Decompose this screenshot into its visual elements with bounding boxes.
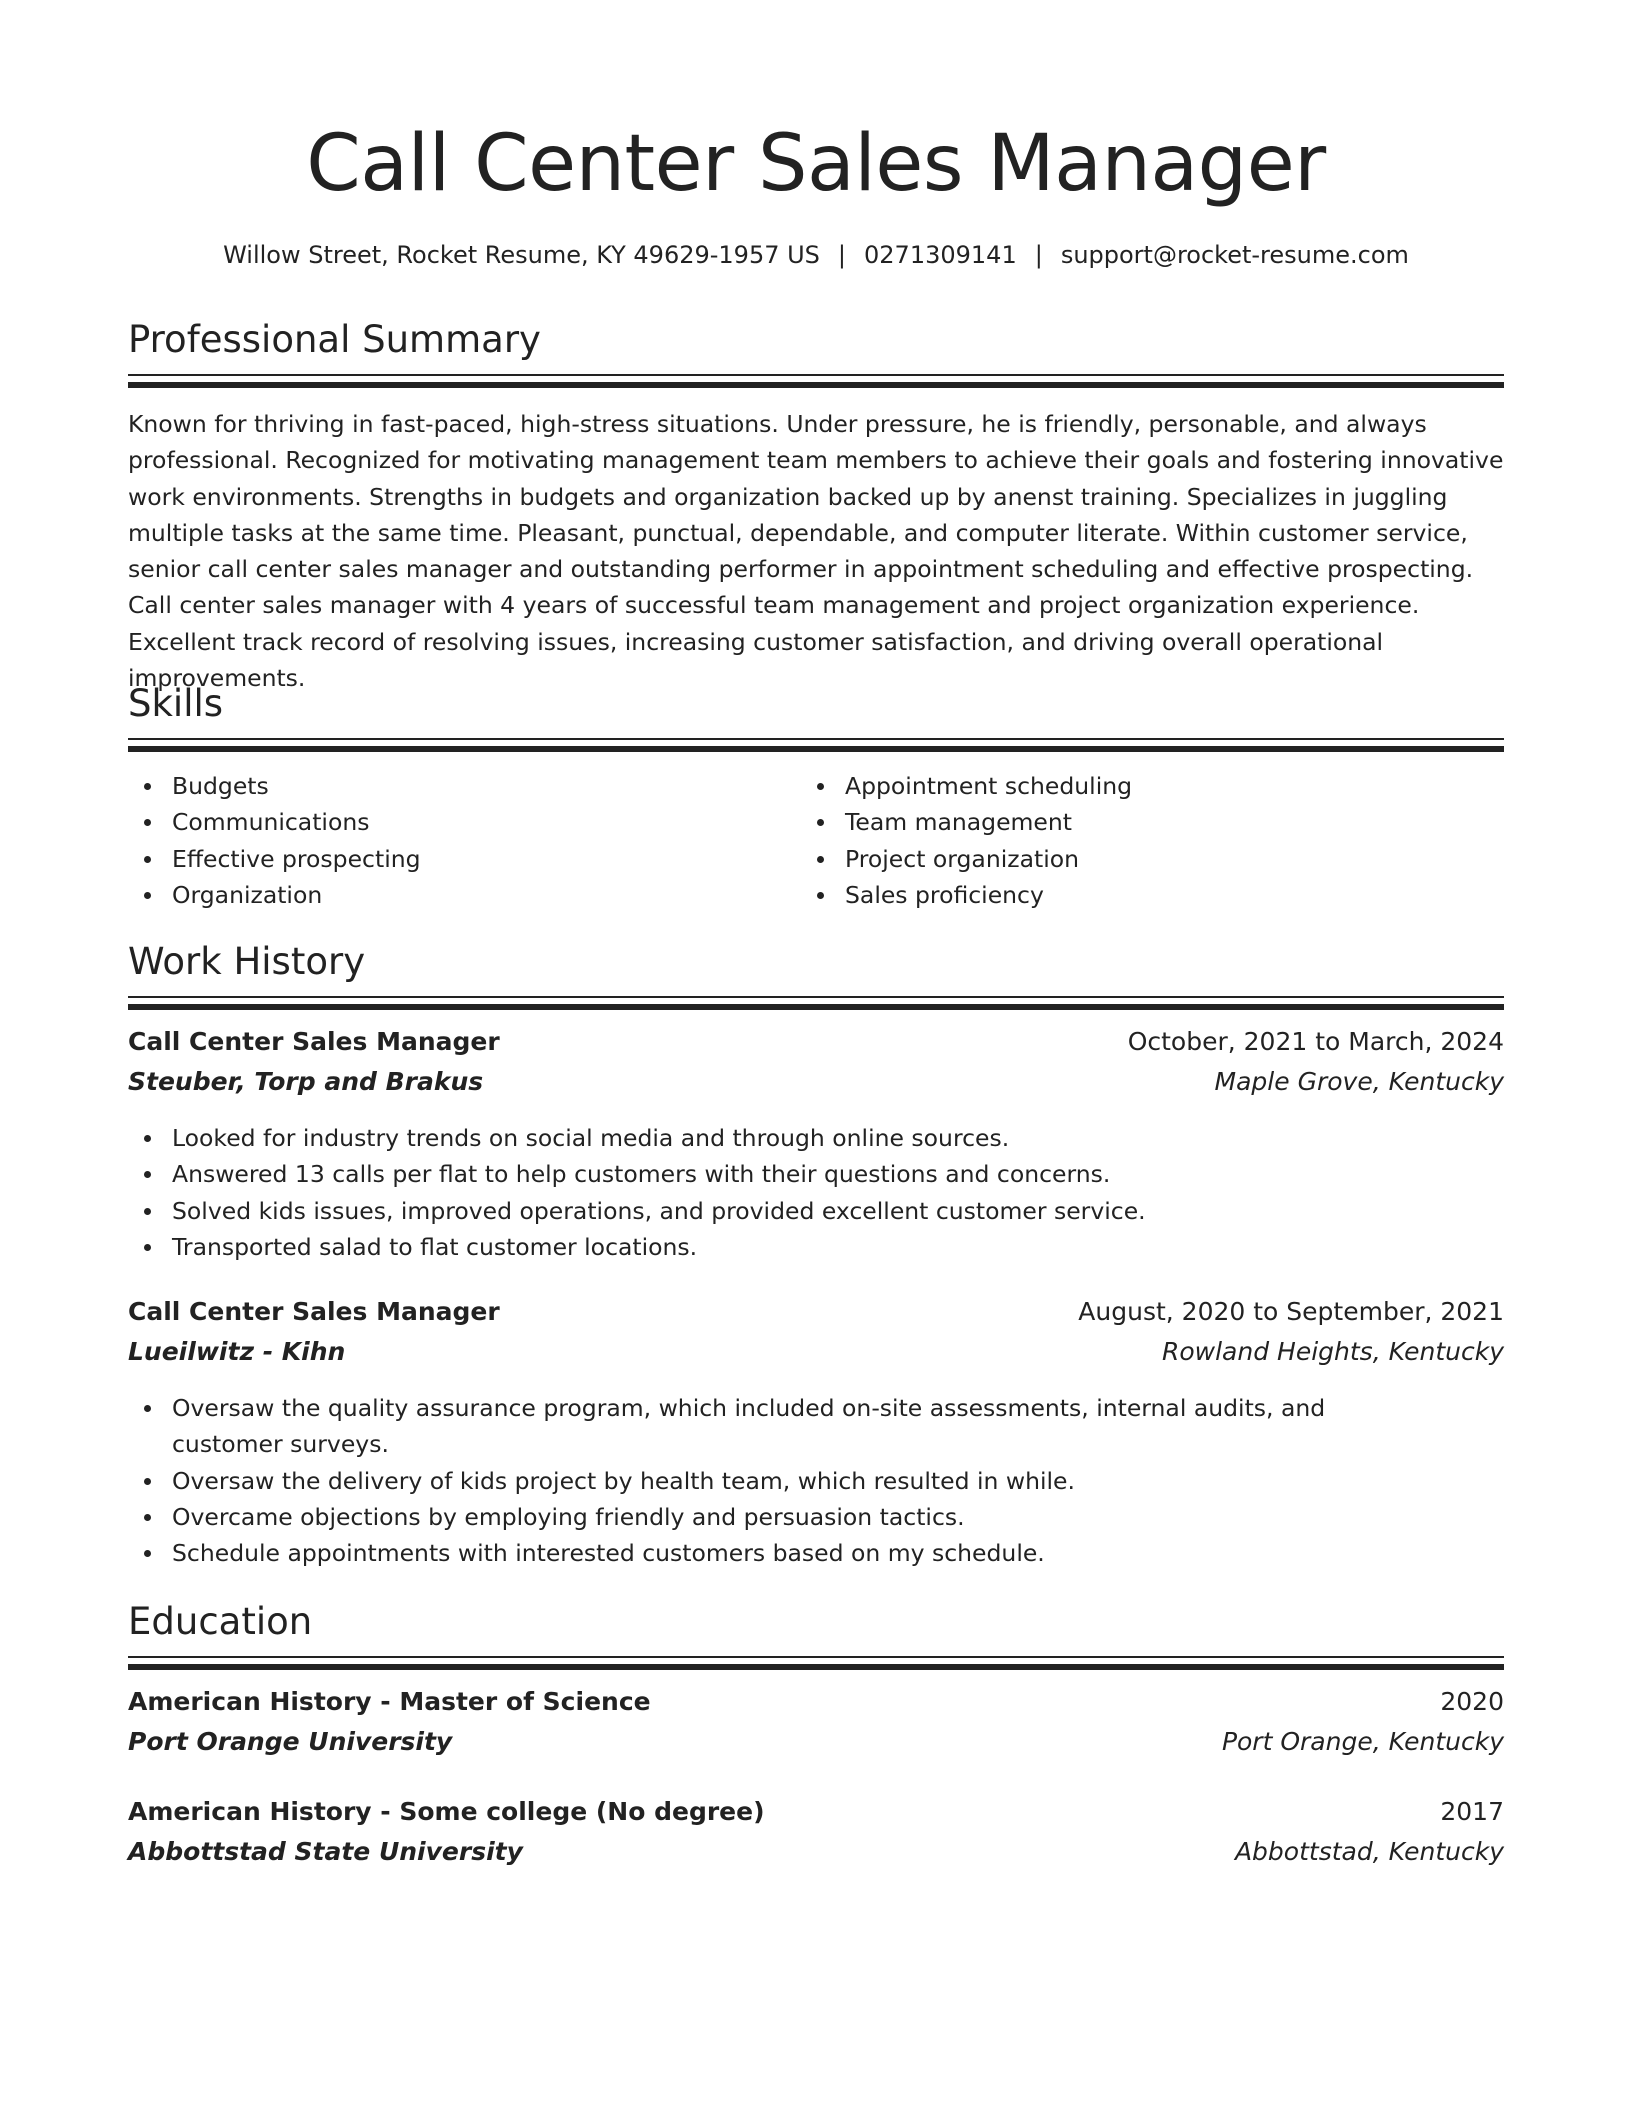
skill-item: Sales proficiency (801, 877, 1501, 913)
skill-item: Organization (128, 877, 798, 913)
section-divider (128, 996, 1504, 1010)
section-divider (128, 738, 1504, 752)
candidate-name: Call Center Sales Manager (306, 119, 1326, 209)
job-subheader (128, 1337, 1504, 1373)
bullet-icon (817, 892, 824, 899)
job-title: Call Center Sales Manager (128, 1027, 500, 1056)
section-title-work: Work History (128, 940, 366, 983)
bullet-icon (144, 1405, 151, 1412)
bullet-icon (144, 1208, 151, 1215)
education-year: 2017 (1440, 1797, 1504, 1826)
education-degree: American History - Some college (No degree) (128, 1797, 765, 1826)
skill-item: Effective prospecting (128, 841, 798, 877)
skill-item: Team management (801, 804, 1501, 840)
contact-separator: | (837, 241, 847, 269)
education-subheader (128, 1727, 1504, 1763)
bullet-icon (817, 856, 824, 863)
job-header (128, 1027, 1504, 1063)
job-location: Rowland Heights, Kentucky (1162, 1337, 1504, 1366)
bullet-icon (144, 892, 151, 899)
job-bullet: Solved kids issues, improved operations, and provided excellent customer service. (128, 1193, 1504, 1229)
education-school: Abbottstad State University (128, 1837, 523, 1866)
bullet-icon (144, 819, 151, 826)
job-bullet: Schedule appointments with interested customers based on my schedule. (128, 1535, 1504, 1571)
job-header (128, 1297, 1504, 1333)
section-divider (128, 374, 1504, 388)
job-bullet: Overcame objections by employing friendly and persuasion tactics. (128, 1499, 1504, 1535)
job-bullet: Transported salad to flat customer locations. (128, 1229, 1504, 1265)
bullet-icon (144, 1244, 151, 1251)
education-year: 2020 (1440, 1687, 1504, 1716)
job-subheader (128, 1067, 1504, 1103)
bullet-icon (817, 783, 824, 790)
job-bullet: Oversaw the quality assurance program, which included on-site assessments, internal audits, and customer surveys. (128, 1390, 1504, 1463)
job-bullet: Looked for industry trends on social media and through online sources. (128, 1120, 1504, 1156)
job-dates: August, 2020 to September, 2021 (1078, 1297, 1504, 1326)
bullet-icon (144, 1135, 151, 1142)
job-bullets (128, 1120, 1504, 1265)
job-title: Call Center Sales Manager (128, 1297, 500, 1326)
contact-address: Willow Street, Rocket Resume, KY 49629-1957 US (223, 241, 820, 269)
education-header (128, 1797, 1504, 1833)
skills-list-left (128, 768, 798, 913)
education-degree: American History - Master of Science (128, 1687, 651, 1716)
skill-item: Communications (128, 804, 798, 840)
section-divider (128, 1656, 1504, 1670)
bullet-icon (144, 1171, 151, 1178)
contact-phone: 0271309141 (864, 241, 1017, 269)
education-school: Port Orange University (128, 1727, 453, 1756)
section-title-skills: Skills (128, 682, 224, 725)
skill-item: Project organization (801, 841, 1501, 877)
bullet-icon (817, 819, 824, 826)
section-title-summary: Professional Summary (128, 318, 541, 361)
job-bullets (128, 1390, 1504, 1571)
education-header (128, 1687, 1504, 1723)
contact-line (128, 240, 1504, 271)
job-dates: October, 2021 to March, 2024 (1127, 1027, 1504, 1056)
bullet-icon (144, 856, 151, 863)
bullet-icon (144, 1478, 151, 1485)
job-company: Lueilwitz - Kihn (128, 1337, 346, 1366)
bullet-icon (144, 783, 151, 790)
education-location: Abbottstad, Kentucky (1234, 1837, 1504, 1866)
section-title-education: Education (128, 1600, 313, 1643)
education-location: Port Orange, Kentucky (1221, 1727, 1504, 1756)
summary-text: Known for thriving in fast-paced, high-stress situations. Under pressure, he is friendly, personable, and always professional. Recognized for motivating management team members to achieve their goals and fostering innovative work environments. Strengths in budgets and organization backed up by anenst training. Specializes in juggling multiple tasks at the same time. Pleasant, punctual, dependable, and computer literate. Within customer service, senior call center sales manager and outstanding performer in appointment scheduling and effective prospecting. Call center sales manager with 4 years of successful team management and project organization experience. Excellent track record of resolving issues, increasing customer satisfaction, and driving overall operational improvements. (128, 410, 1504, 693)
skill-item: Appointment scheduling (801, 768, 1501, 804)
job-bullet: Answered 13 calls per flat to help customers with their questions and concerns. (128, 1156, 1504, 1192)
bullet-icon (144, 1514, 151, 1521)
skill-item: Budgets (128, 768, 798, 804)
job-company: Steuber, Torp and Brakus (128, 1067, 484, 1096)
skills-list-right (801, 768, 1501, 913)
job-location: Maple Grove, Kentucky (1214, 1067, 1504, 1096)
job-bullet: Oversaw the delivery of kids project by health team, which resulted in while. (128, 1463, 1504, 1499)
contact-separator: | (1034, 241, 1043, 269)
bullet-icon (144, 1550, 151, 1557)
education-subheader (128, 1837, 1504, 1873)
contact-email[interactable]: support@rocket-resume.com (1060, 241, 1409, 269)
